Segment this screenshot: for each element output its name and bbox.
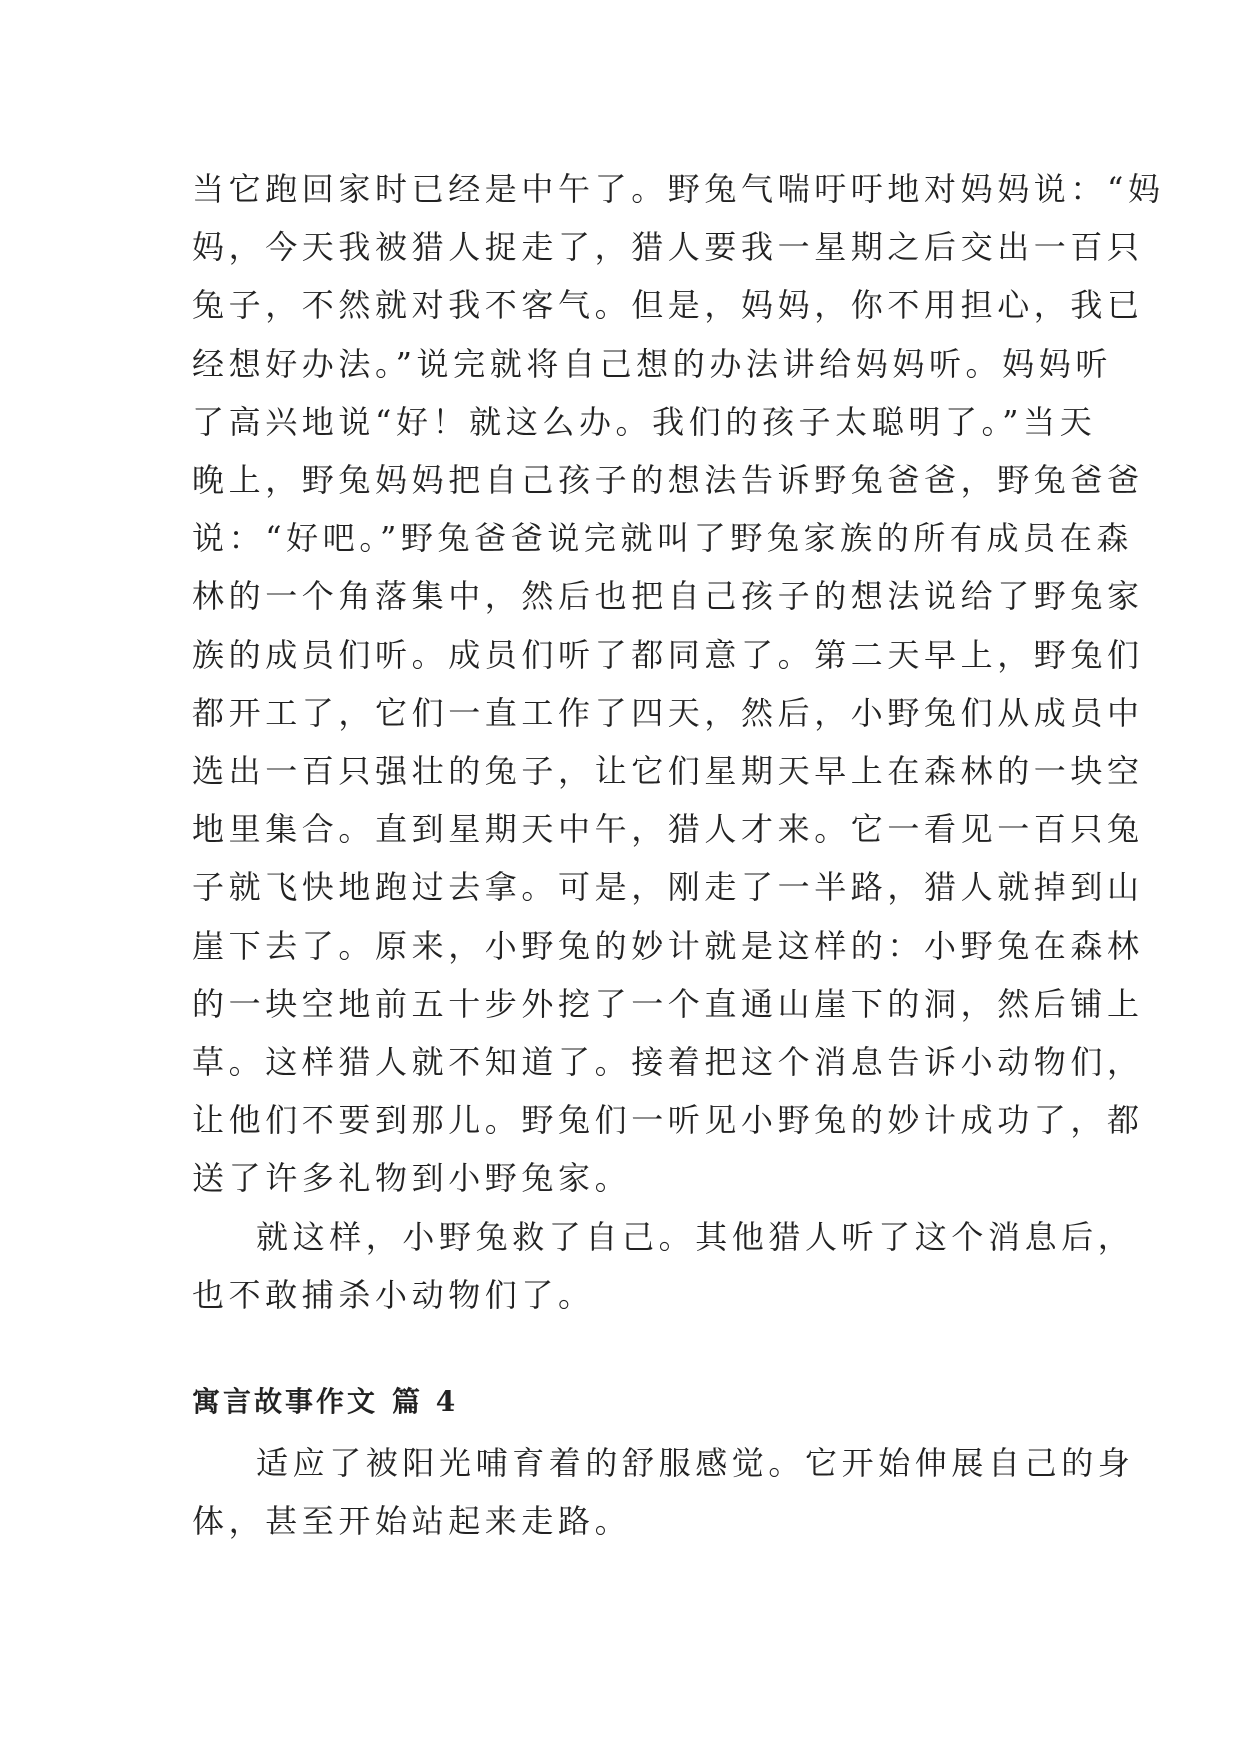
text-line: 族的成员们听。成员们听了都同意了。第二天早上，野兔们	[192, 635, 1144, 674]
text-line: 也不敢捕杀小动物们了。	[192, 1275, 595, 1314]
section-number: 篇 4	[392, 1385, 459, 1419]
text-line: 草。这样猎人就不知道了。接着把这个消息告诉小动物们，	[192, 1043, 1144, 1082]
text-line: 妈，今天我被猎人捉走了，猎人要我一星期之后交出一百只	[192, 228, 1144, 267]
text-line: 兔子，不然就对我不客气。但是，妈妈，你不用担心，我已	[192, 286, 1144, 325]
text-line: 送了许多礼物到小野兔家。	[192, 1159, 632, 1198]
text-line: 子就飞快地跑过去拿。可是，刚走了一半路，猎人就掉到山	[192, 868, 1144, 907]
text-line: 经想好办法。”说完就将自己想的办法讲给妈妈听。妈妈听	[192, 344, 1112, 383]
section-title: 寓言故事作文	[192, 1385, 379, 1419]
text-line: 体，甚至开始站起来走路。	[192, 1502, 632, 1541]
text-line: 适应了被阳光哺育着的舒服感觉。它开始伸展自己的身	[256, 1444, 1135, 1483]
text-line: 都开工了，它们一直工作了四天，然后，小野兔们从成员中	[192, 693, 1144, 732]
text-line: 当它跑回家时已经是中午了。野兔气喘吁吁地对妈妈说：“妈	[192, 170, 1165, 208]
text-line: 地里集合。直到星期天中午，猎人才来。它一看见一百只兔	[192, 810, 1144, 849]
text-line: 就这样，小野兔救了自己。其他猎人听了这个消息后，	[256, 1217, 1135, 1256]
story-paragraph-3	[192, 1434, 1135, 1550]
document-body	[192, 160, 1165, 1550]
text-line: 崖下去了。原来，小野兔的妙计就是这样的：小野兔在森林	[192, 926, 1144, 965]
text-line: 林的一个角落集中，然后也把自己孩子的想法说给了野兔家	[192, 577, 1144, 616]
text-line: 让他们不要到那儿。野兔们一听见小野兔的妙计成功了，都	[192, 1101, 1144, 1140]
story-paragraph-2	[192, 1208, 1135, 1324]
text-line: 晚上，野兔妈妈把自己孩子的想法告诉野兔爸爸，野兔爸爸	[192, 461, 1144, 500]
text-line: 的一块空地前五十步外挖了一个直通山崖下的洞，然后铺上	[192, 984, 1144, 1023]
text-line: 说：“好吧。”野兔爸爸说完就叫了野兔家族的所有成员在森	[192, 519, 1133, 558]
text-line: 选出一百只强壮的兔子，让它们星期天早上在森林的一块空	[192, 752, 1144, 791]
text-line: 了高兴地说“好！就这么办。我们的孩子太聪明了。”当天	[192, 402, 1097, 441]
story-paragraph-1	[192, 160, 1165, 1208]
section-heading	[192, 1374, 1062, 1430]
